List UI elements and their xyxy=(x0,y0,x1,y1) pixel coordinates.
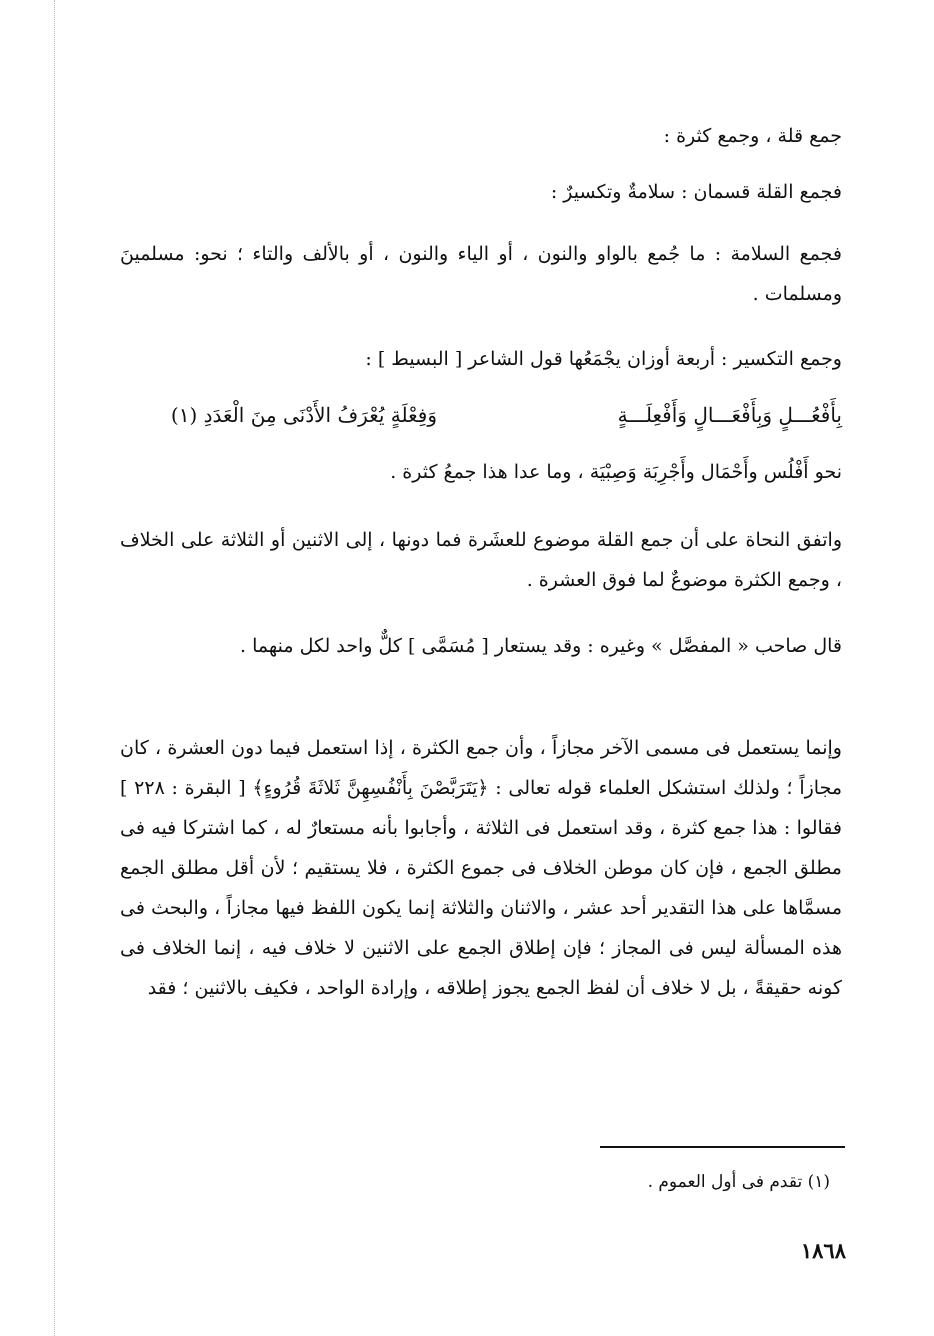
paragraph-plural-types: جمع قلة ، وجمع كثرة : xyxy=(663,125,842,147)
footnote-separator xyxy=(600,1146,845,1148)
poetry-verse xyxy=(130,392,842,438)
page-edge-dotted-line xyxy=(54,0,55,1336)
paragraph-broken-plural: وجمع التكسير : أربعة أوزان يجْمَعُها قول الشاعر [ البسيط ] : xyxy=(365,348,842,370)
paragraph-mufassal-quote: قال صاحب « المفصَّل » وغيره : وقد يستعار [ مُسَمَّى ] كلٌّ واحد لكل منهما . xyxy=(240,635,842,657)
paragraph-plural-of-paucity: فجمع القلة قسمان : سلامةٌ وتكسيرٌ : xyxy=(550,181,842,203)
footnote: (١) تقدم فى أول العموم . xyxy=(647,1172,830,1192)
paragraph-sound-plural: فجمع السلامة : ما جُمع بالواو والنون ، أو الياء والنون ، أو بالألف والتاء ؛ نحو: مسلمينَ ومسلمات . xyxy=(120,243,842,305)
page-number: ١٨٦٨ xyxy=(800,1238,846,1263)
paragraph-grammarians-agreement: واتفق النحاة على أن جمع القلة موضوع للعشَرة فما دونها ، إلى الاثنين أو الثلاثة على الخلاف ، وجمع الكثرة موضوعٌ لما فوق العشرة . xyxy=(120,529,842,591)
verse-first-hemistich: بِأَفْعُـــلٍ وَبِأَفْعَـــالٍ وَأَفْعِلَـــةٍ xyxy=(617,403,842,427)
paragraph-main-discussion: وإنما يستعمل فى مسمى الآخر مجازاً ، وأن جمع الكثرة ، إذا استعمل فيما دون العشرة ، كان مجازاً ؛ ولذلك استشكل العلماء قوله تعالى : ﴿يَتَرَبَّصْنَ بِأَنْفُسِهِنَّ ثَلاثَةَ قُرُوءٍ﴾ [ البقرة : ٢٢٨ ] فقالوا : هذا جمع كثرة ، وقد استعمل فى الثلاثة ، وأجابوا بأنه مستعارٌ له ، كما اشتركا فيه فى مطلق الجمع ، فإن كان موطن الخلاف فى جموع الكثرة ، فلا يستقيم ؛ لأن أقل مطلق الجمع مسمَّاها على هذا التقدير أحد عشر ، والاثنان والثلاثة إنما يكون اللفظ فيها مجازاً ، والبحث فى هذه المسألة ليس فى المجاز ؛ فإن إطلاق الجمع على الاثنين لا خلاف فيه ، إنما الخلاف فى كونه حقيقةً ، بل لا خلاف أن لفظ الجمع يجوز إطلاقه ، وإرادة الواحد ، فكيف بالاثنين ؛ فقد xyxy=(120,737,843,999)
verse-second-hemistich: وَفِعْلَةٍ يُعْرَفُ الأَدْنَى مِنَ الْعَدَدِ (١) xyxy=(170,403,437,427)
paragraph-examples: نحو أَفْلُس وأَحْمَال وأَجْرِبَة وَصِبْيَة ، وما عدا هذا جمعُ كثرة . xyxy=(390,461,842,483)
